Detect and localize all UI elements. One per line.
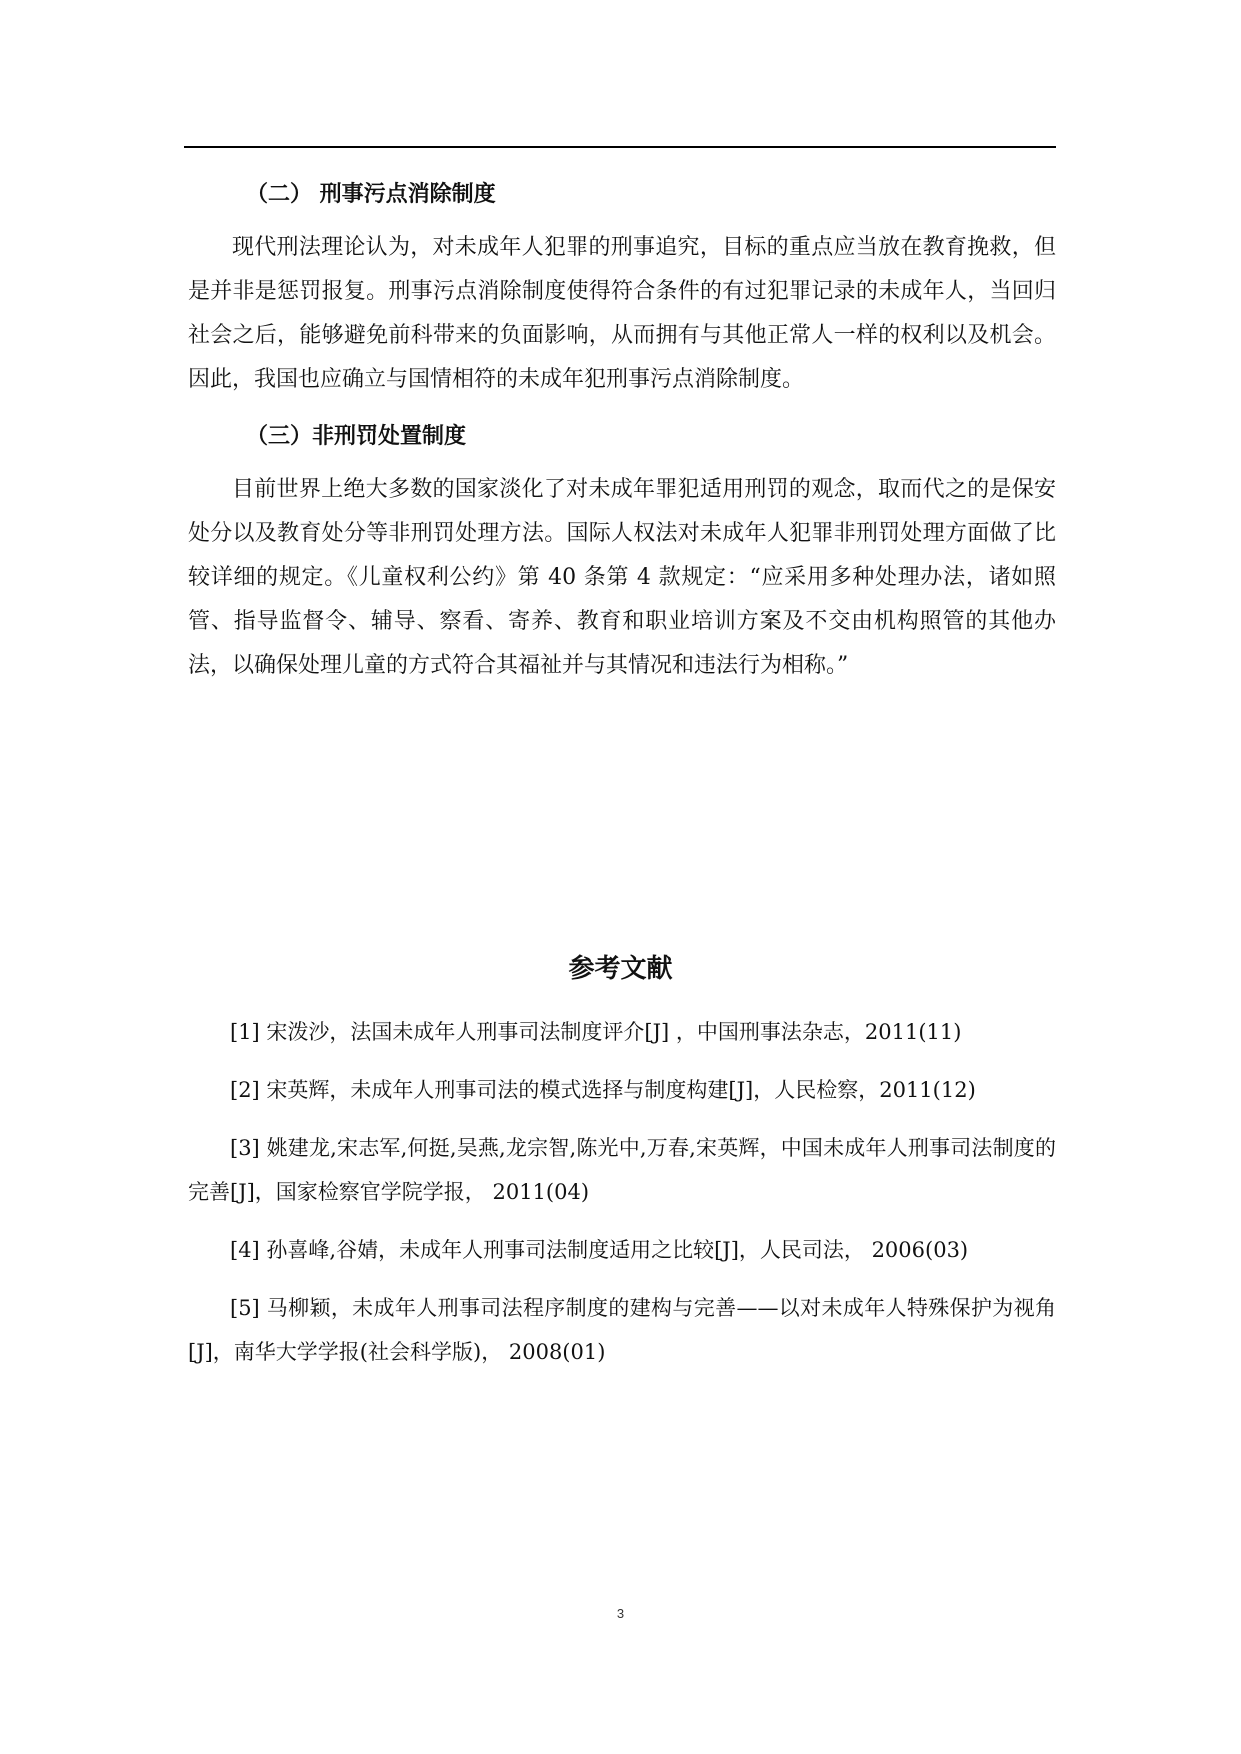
document-body [188, 160, 1056, 698]
section-paragraph-2: 现代刑法理论认为，对未成年人犯罪的刑事追究，目标的重点应当放在教育挽救，但是并非是惩罚报复。刑事污点消除制度使得符合条件的有过犯罪记录的未成年人，当回归社会之后，能够避免前科带来的负面影响，从而拥有与其他正常人一样的权利以及机会。因此，我国也应确立与国情相符的未成年犯刑事污点消除制度。 [188, 235, 1056, 392]
section-heading-3: （三）非刑罚处置制度 [246, 424, 467, 449]
references-title: 参考文献 [568, 954, 673, 984]
section-heading-2: （二） 刑事污点消除制度 [246, 182, 496, 207]
reference-item: [2] 宋英辉，未成年人刑事司法的模式选择与制度构建[J]，人民检察，2011(12) [230, 1078, 976, 1102]
page-number: 3 [616, 1606, 625, 1621]
reference-item: [5] 马柳颖，未成年人刑事司法程序制度的建构与完善——以对未成年人特殊保护为视角[J]，南华大学学报(社会科学版)， 2008(01) [188, 1296, 1056, 1364]
header-rule [184, 146, 1056, 148]
references-list [188, 1010, 1056, 1388]
reference-item: [3] 姚建龙,宋志军,何挺,吴燕,龙宗智,陈光中,万春,宋英辉，中国未成年人刑事司法制度的完善[J]，国家检察官学院学报， 2011(04) [188, 1136, 1056, 1204]
reference-item: [1] 宋泼沙，法国未成年人刑事司法制度评介[J] ，中国刑事法杂志，2011(11) [230, 1020, 962, 1044]
section-paragraph-3: 目前世界上绝大多数的国家淡化了对未成年罪犯适用刑罚的观念，取而代之的是保安处分以及教育处分等非刑罚处理方法。国际人权法对未成年人犯罪非刑罚处理方面做了比较详细的规定。《儿童权利公约》第 40 条第 4 款规定：“应采用多种处理办法，诸如照管、指导监督令、辅导、察看、寄养、教育和职业培训方案及不交由机构照管的其他办法，以确保处理儿童的方式符合其福祉并与其情况和违法行为相称。” [188, 477, 1056, 678]
reference-item: [4] 孙喜峰,谷婧，未成年人刑事司法制度适用之比较[J]，人民司法， 2006(03) [230, 1238, 969, 1262]
